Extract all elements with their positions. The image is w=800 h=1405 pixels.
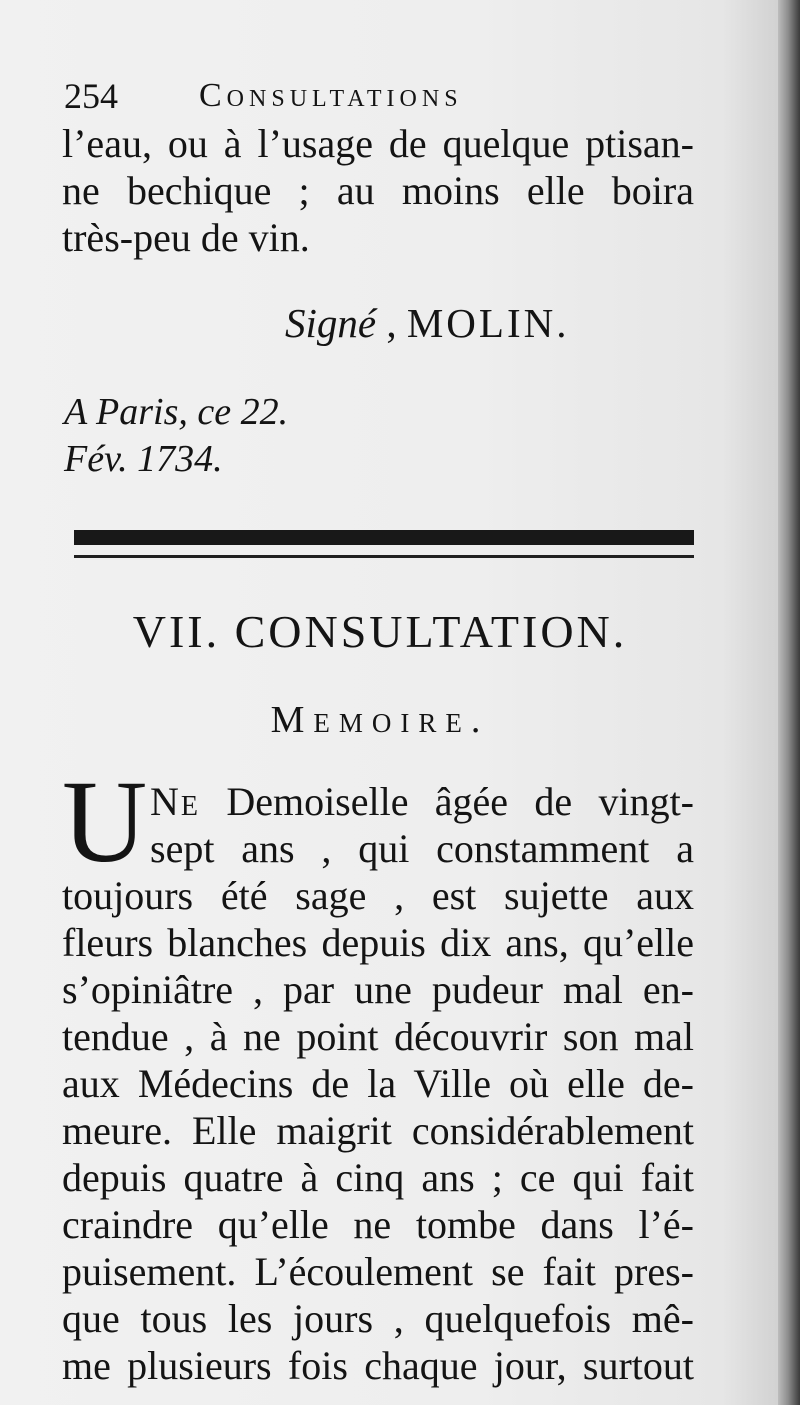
body-line: me plusieurs fois chaque jour, surtout: [62, 1343, 694, 1388]
section-rule-thick: [74, 530, 694, 545]
section-title: VII. CONSULTATION.: [132, 606, 628, 657]
signature-prefix: Signé: [285, 300, 377, 346]
body-line: depuis quatre à cinq ans ; ce qui fait: [62, 1155, 694, 1200]
section-rule-thin: [74, 555, 694, 558]
signature: [285, 300, 569, 346]
first-word: Ne: [150, 779, 200, 824]
body-line: aux Médecins de la Ville où elle de-: [62, 1061, 694, 1106]
first-line-rest: Demoiselle âgée de vingt-: [200, 779, 694, 824]
running-head: Consultations: [199, 77, 463, 114]
signature-separator: ,: [376, 300, 407, 346]
body-line: ne bechique ; au moins elle boira: [62, 168, 694, 213]
body-line: meure. Elle maigrit considérablement: [62, 1108, 694, 1153]
body-line: puisement. L’écoulement se fait pres-: [62, 1249, 694, 1294]
signature-name: MOLIN.: [406, 300, 570, 346]
drop-cap: U: [62, 756, 148, 887]
body-line: fleurs blanches depuis dix ans, qu’elle: [62, 920, 694, 965]
dateline-date: Fév. 1734.: [64, 438, 223, 480]
page-number: 254: [64, 76, 118, 116]
section-subtitle: Memoire.: [270, 699, 490, 741]
body-line: s’opiniâtre , par une pudeur mal en-: [62, 967, 694, 1012]
body-line: craindre qu’elle ne tombe dans l’é-: [62, 1202, 694, 1247]
body-line: toujours été sage , est sujette aux: [62, 873, 694, 918]
body-line: sept ans , qui constamment a: [150, 826, 694, 871]
dateline-place: A Paris, ce 22.: [64, 391, 289, 433]
body-line: tendue , à ne point découvrir son mal: [62, 1014, 694, 1059]
body-line: que tous les jours , quelquefois mê-: [62, 1296, 694, 1341]
book-spine-shadow: [778, 0, 800, 1405]
page-header: [64, 74, 694, 118]
body-line: l’eau, ou à l’usage de quelque ptisan-: [62, 121, 694, 166]
body-line: très-peu de vin.: [62, 215, 310, 260]
body-line-first: [150, 780, 694, 824]
